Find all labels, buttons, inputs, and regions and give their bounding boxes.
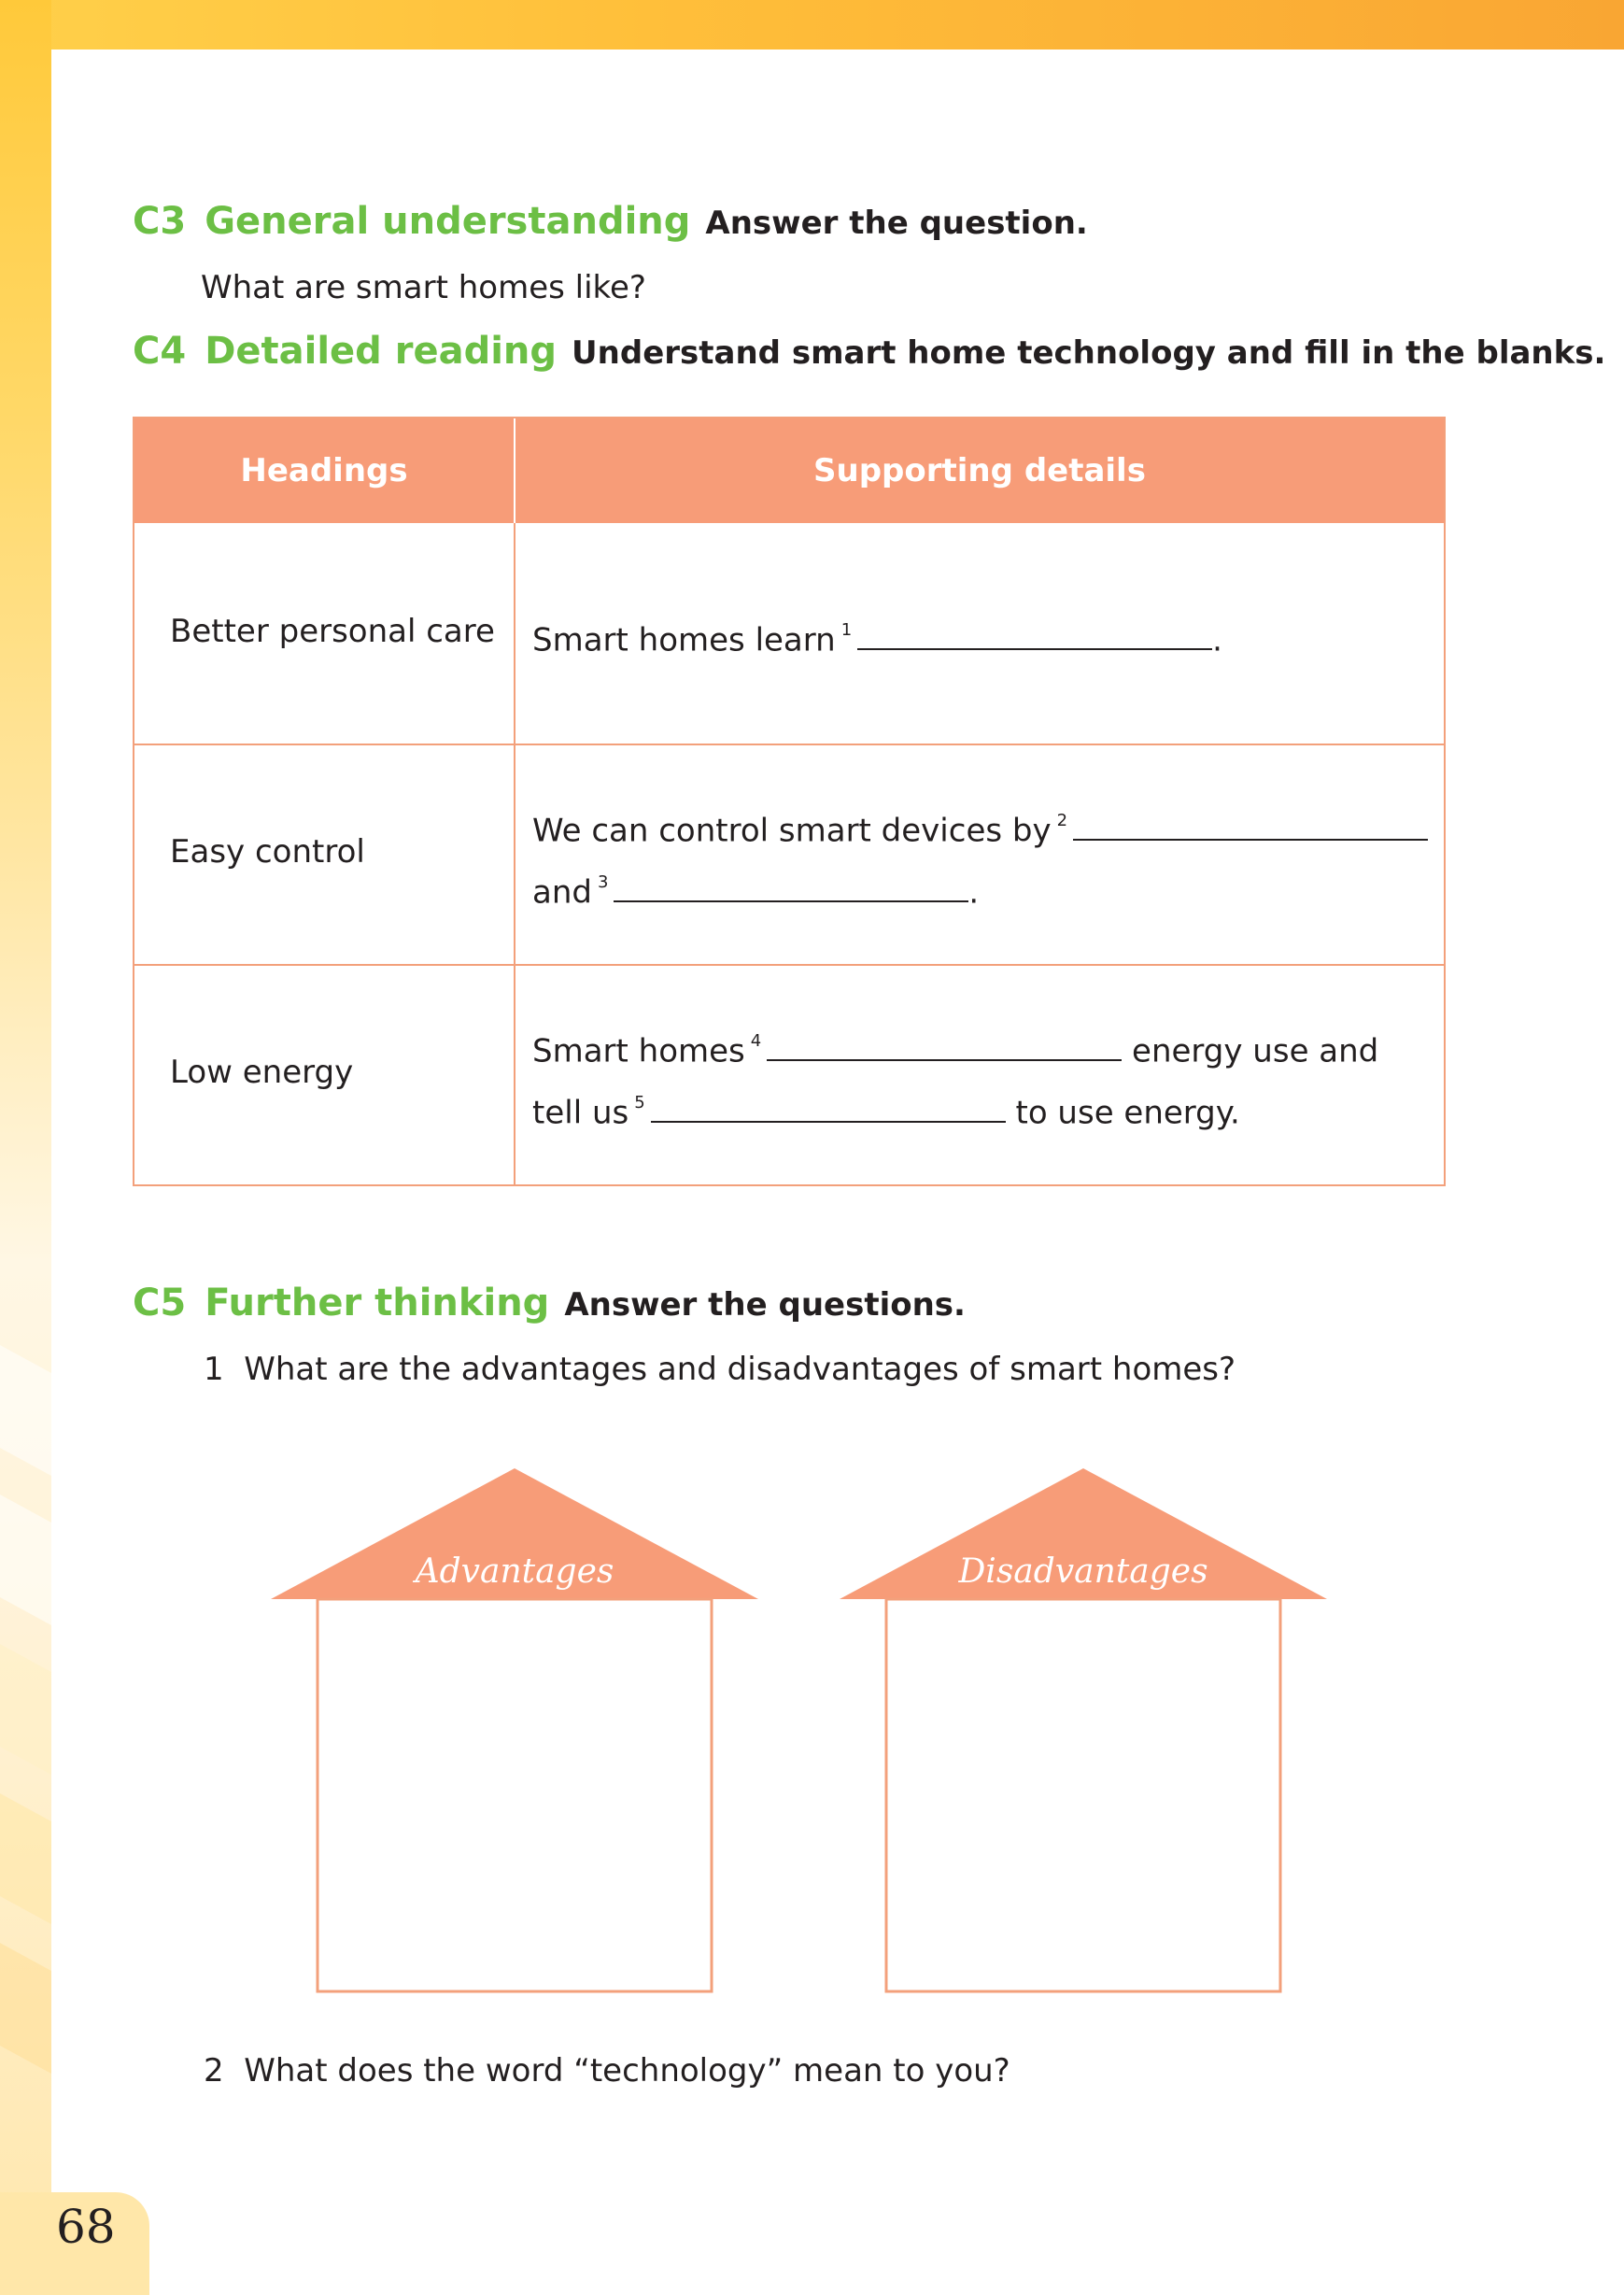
- row2-details-line2: [532, 856, 979, 923]
- advantages-label: Advantages: [415, 1552, 614, 1591]
- row1-details: [532, 603, 1222, 671]
- advantages-house-shape: [269, 1466, 760, 1995]
- blank-number-3: 3: [597, 872, 609, 892]
- row3-text-b: energy use and: [1132, 1032, 1379, 1070]
- blank-4[interactable]: [767, 1031, 1122, 1061]
- c4-code: C4: [133, 330, 187, 373]
- advantages-house: [269, 1466, 760, 1995]
- blank-number-1: 1: [840, 620, 853, 640]
- row3-heading: Low energy: [170, 1054, 354, 1091]
- q2-text: What does the word “technology” mean to you?: [244, 2052, 1010, 2090]
- row2-heading: Easy control: [170, 833, 365, 871]
- row1-text-a: Smart homes learn: [532, 621, 836, 659]
- blank-number-4: 4: [750, 1031, 762, 1051]
- row3-details-line1: [532, 1014, 1378, 1082]
- blank-5[interactable]: [651, 1093, 1006, 1123]
- page-number: 68: [56, 2200, 116, 2254]
- disadvantages-label: Disadvantages: [958, 1552, 1208, 1591]
- row3-text-d: to use energy.: [1015, 1094, 1240, 1132]
- c5-code: C5: [133, 1282, 187, 1325]
- row2-text-d: .: [968, 873, 980, 912]
- row3-text-c: tell us: [532, 1094, 629, 1132]
- details-table: [133, 417, 1446, 1186]
- c4-title: Detailed reading: [205, 330, 558, 373]
- row2-text-c: and: [532, 873, 592, 912]
- header-headings: Headings: [240, 452, 408, 489]
- blank-1[interactable]: [857, 620, 1212, 650]
- blank-2[interactable]: [1073, 811, 1428, 841]
- c5-question-1: [204, 1351, 1236, 1388]
- row2-text-a: We can control smart devices by: [532, 812, 1052, 850]
- row2-details-line1: [532, 794, 1428, 861]
- blank-3[interactable]: [614, 872, 968, 902]
- c5-instruction: Answer the questions.: [564, 1286, 966, 1324]
- disadvantages-house-shape: [838, 1466, 1329, 1995]
- c5-question-2: [204, 2052, 1010, 2090]
- q2-number: 2: [204, 2052, 224, 2090]
- row1-text-b: .: [1212, 621, 1222, 659]
- c3-code: C3: [133, 200, 187, 243]
- row-divider: [134, 964, 1444, 966]
- q1-number: 1: [204, 1351, 224, 1388]
- header-supporting-details: Supporting details: [813, 452, 1146, 489]
- c4-heading: [133, 330, 1605, 373]
- column-divider: [514, 523, 515, 1184]
- row1-heading: Better personal care: [170, 613, 495, 650]
- c4-instruction: Understand smart home technology and fill in the blanks.: [572, 334, 1606, 372]
- c3-heading: [133, 200, 1088, 243]
- row-divider: [134, 744, 1444, 745]
- table-header-row: [134, 418, 1444, 523]
- c3-question: What are smart homes like?: [201, 269, 646, 306]
- disadvantages-house: [838, 1466, 1329, 1995]
- c3-instruction: Answer the question.: [705, 205, 1088, 242]
- blank-number-2: 2: [1056, 811, 1068, 830]
- q1-text: What are the advantages and disadvantages of smart homes?: [244, 1351, 1236, 1388]
- c5-heading: [133, 1282, 966, 1325]
- c5-title: Further thinking: [205, 1282, 550, 1325]
- top-color-band: [0, 0, 1624, 50]
- row3-details-line2: [532, 1076, 1240, 1143]
- side-color-band: [0, 0, 51, 2295]
- blank-number-5: 5: [634, 1093, 645, 1112]
- c3-title: General understanding: [205, 200, 691, 243]
- side-stripes-decoration: [0, 0, 51, 2295]
- row3-text-a: Smart homes: [532, 1032, 745, 1070]
